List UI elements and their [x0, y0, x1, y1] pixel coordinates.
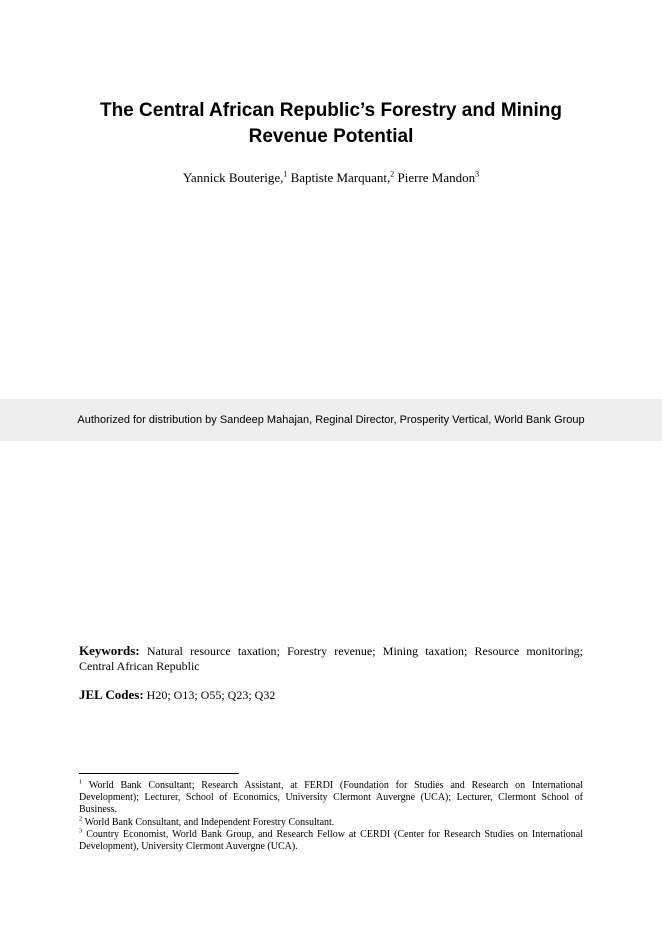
- footnote-divider: [79, 773, 239, 774]
- keywords-text: Natural resource taxation; Forestry revenue; Mining taxation; Resource monitoring; Central African Republic: [79, 644, 584, 673]
- jel-codes-section: [79, 687, 583, 703]
- footnote-text: World Bank Consultant; Research Assistant, at FERDI (Foundation for Studies and Research on International Development); Lecturer, School of Economics, University Clermont Auvergne (UCA); Lecturer, Clermont School of Business.: [79, 780, 583, 816]
- jel-codes-text: H20; O13; O55; Q23; Q32: [146, 688, 276, 702]
- author-footnote-mark: 2: [390, 169, 395, 179]
- footnote: [79, 817, 583, 829]
- paper-title: The Central African Republic’s Forestry and Mining Revenue Potential: [99, 100, 563, 147]
- author-footnote-mark: 1: [283, 169, 288, 179]
- footnote: [79, 829, 583, 853]
- footnote: [79, 780, 583, 817]
- keywords-label: Keywords:: [79, 643, 140, 658]
- footnotes: [79, 780, 583, 853]
- footnote-mark: 1: [79, 778, 83, 786]
- author-name: Pierre Mandon: [397, 170, 476, 185]
- footnote-mark: 2: [79, 815, 83, 823]
- keywords-section: [79, 644, 583, 673]
- footnote-text: Country Economist, World Bank Group, and Research Fellow at CERDI (Center for Research Studies on International Development), University Clermont Auvergne (UCA).: [79, 828, 584, 853]
- author-name: Baptiste Marquant,: [290, 170, 391, 185]
- footnote-text: World Bank Consultant, and Independent Forestry Consultant.: [84, 816, 335, 828]
- author-name: Yannick Bouterige,: [182, 170, 284, 185]
- author-list: [0, 170, 662, 186]
- distribution-banner: [0, 399, 662, 441]
- author-footnote-mark: 3: [475, 169, 480, 179]
- footnote-mark: 3: [79, 827, 83, 835]
- distribution-text: Authorized for distribution by Sandeep Mahajan, Reginal Director, Prosperity Vertical, World Bank Group: [77, 414, 585, 426]
- jel-codes-label: JEL Codes:: [79, 687, 144, 702]
